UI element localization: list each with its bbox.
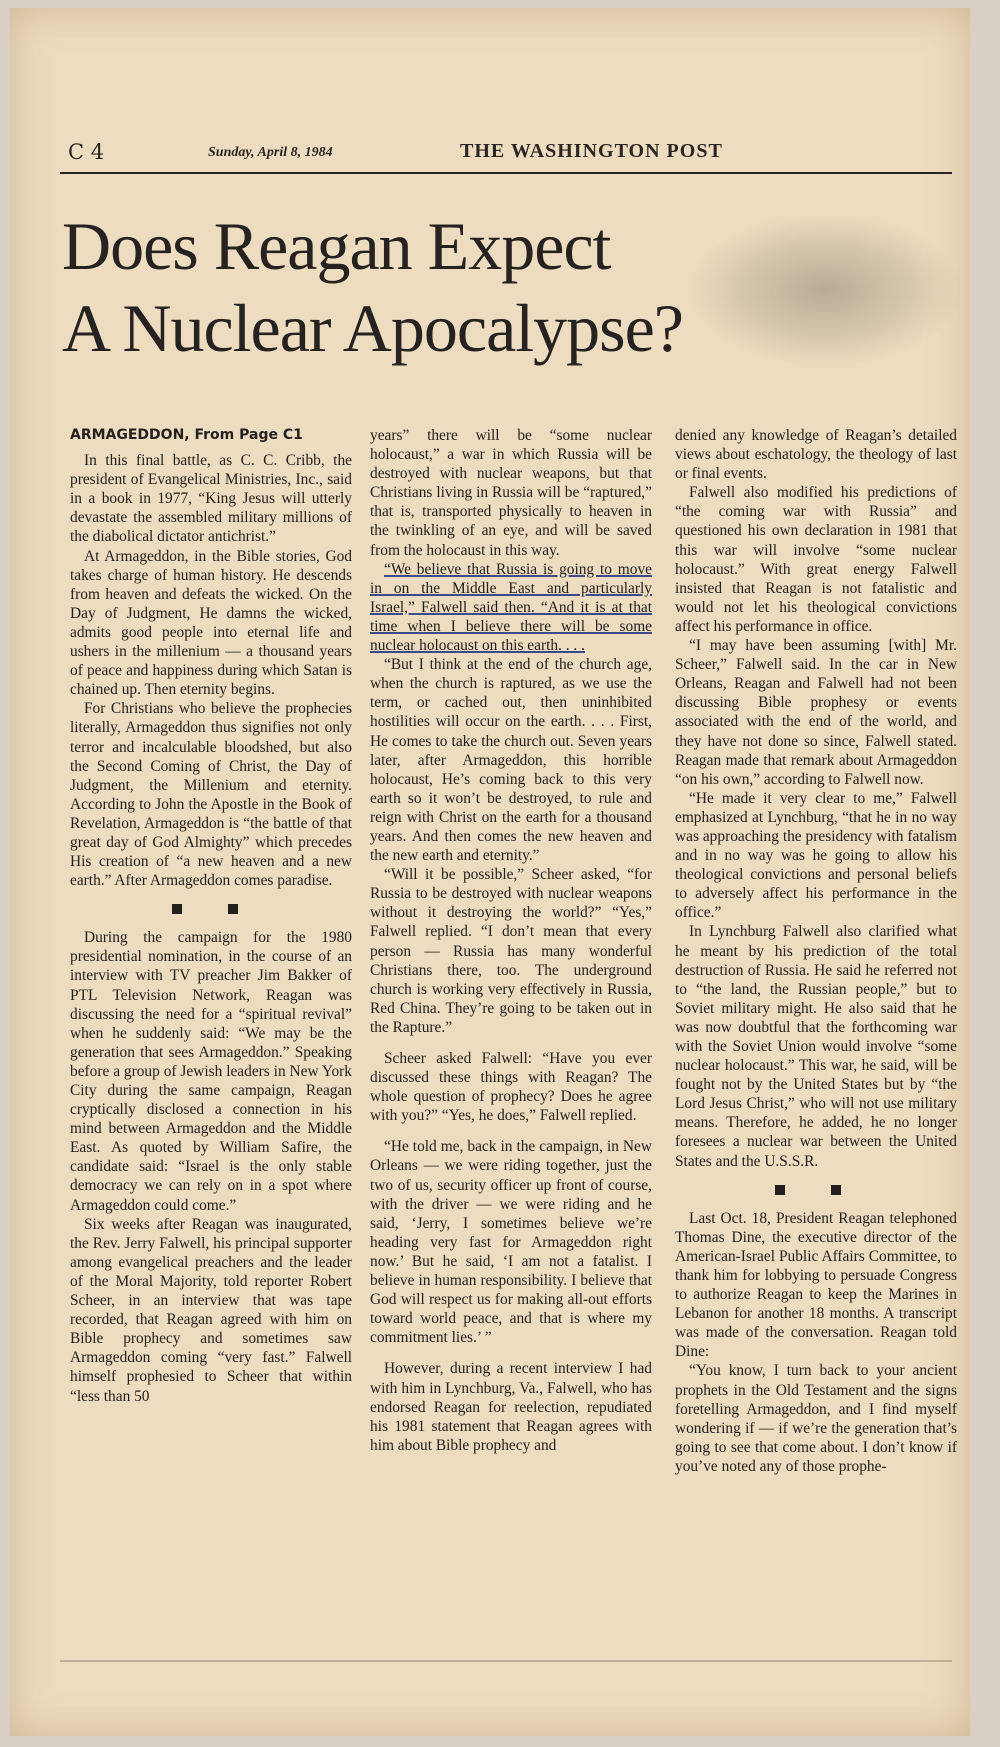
paragraph: Scheer asked Falwell: “Have you ever discussed these things with Reagan? The whole question of prophecy? Does he agree with you?” “Yes, he does,” Falwell replied. — [370, 1050, 652, 1125]
divider-square — [831, 1185, 841, 1195]
paragraph: “Will it be possible,” Scheer asked, “for Russia to be destroyed with nuclear weapons without it destroying the world?” “Yes,” Falwell replied. “I don’t mean that every person — Russia has many wonderful Christians there, too. The underground church is working very effectively in Russia, Red China. They’re going to be taken out in the Rapture.” — [370, 866, 652, 1036]
headline-line-2: A Nuclear Apocalypse? — [62, 290, 683, 366]
article-column-3 — [675, 426, 957, 1661]
masthead — [60, 128, 952, 174]
paragraph: However, during a recent interview I had with him in Lynchburg, Va., Falwell, who has endorsed Reagan for reelection, repudiated his 1981 statement that Reagan agrees with him about Bible prophecy and — [370, 1360, 652, 1454]
section-divider — [70, 890, 352, 928]
paragraph: For Christians who believe the prophecies literally, Armageddon thus signifies not only terror and incalculable bloodshed, but also the Second Coming of Christ, the Day of Judgment, the Millenium and eternity. According to John the Apostle in the Book of Revelation, Armageddon is “the battle of that great day of God Almighty” which precedes His creation of “a new heaven and a new earth.” After Armageddon comes paradise. — [70, 700, 352, 890]
headline — [62, 205, 782, 369]
paragraph: “He told me, back in the campaign, in New Orleans — we were riding together, just the two of us, security officer up front of course, with the driver — we were riding and he said, ‘Jerry, I sometimes believe we’re heading very fast for Armageddon right now.’ But he said, ‘I am not a fatalist. I believe in human responsibility. I believe that God will respect us for making all-out efforts toward world peace, and that is where my commitment lies.’ ” — [370, 1138, 652, 1347]
article-column-2 — [370, 426, 652, 1661]
paragraph: Six weeks after Reagan was inaugurated, the Rev. Jerry Falwell, his principal supporter among evangelical preachers and the leader of the Moral Majority, told reporter Robert Scheer, in an interview that was tape recorded, that Reagan agreed with him on Bible prophecy and sometimes saw Armageddon coming “very fast.” Falwell himself prophesied to Scheer that within “less than 50 — [70, 1215, 352, 1405]
paragraph: In Lynchburg Falwell also clarified what he meant by his prediction of the total destruction of Russia. He said he referred not to “the land, the Russian people,” but to Soviet military might. He also said that he was now doubtful that the forthcoming war with the Soviet Union would involve “some nuclear holocaust.” This war, he said, will be fought not by the United States but by “the Lord Jesus Christ,” who will not use military means. Therefore, he added, he no longer foresees a nuclear war between the United States and the U.S.S.R. — [675, 923, 957, 1170]
edition-date: Sunday, April 8, 1984 — [208, 145, 333, 160]
section-divider — [675, 1171, 957, 1209]
jump-line: ARMAGEDDON, From Page C1 — [70, 427, 303, 443]
divider-square — [228, 904, 238, 914]
divider-square — [775, 1185, 785, 1195]
paragraph: Falwell also modified his predictions of “the coming war with Russia” and questioned his own declaration in 1981 that this war will involve “some nuclear holocaust.” With great energy Falwell insisted that Reagan is not fatalistic and would not let his theological convictions affect his performance in office. — [675, 484, 957, 635]
paragraph: During the campaign for the 1980 presidential nomination, in the course of an interview with TV preacher Jim Bakker of PTL Television Network, Reagan was discussing the need for a “spiritual revival” when he suddenly said: “We may be the generation that sees Armageddon.” Speaking before a group of Jewish leaders in New York City during the same campaign, Reagan cryptically disclosed a connection in his mind between Armageddon and the Middle East. As quoted by William Safire, the candidate said: “Israel is the only stable democracy we can rely on in a spot where Armageddon could come.” — [70, 929, 352, 1214]
paragraph-underlined: “We believe that Russia is going to move in on the Middle East and particularly Israel,” Falwell said then. “And it is at that time when I believe there will be some nuclear holocaust on this earth. . . . — [370, 560, 652, 655]
paragraph: “But I think at the end of the church age, when the church is raptured, as we use the term, or cached out, then uninhibited hostilities will occur on the earth. . . . First, He comes to take the church out. Seven years later, after Armageddon, this horrible holocaust, He’s coming back to this very earth so it won’t be destroyed, to rule and reign with Christ on the earth for a thousand years. And then comes the new heaven and the new earth and eternity.” — [370, 656, 652, 865]
paragraph: denied any knowledge of Reagan’s detailed views about eschatology, the theology of last or final events. — [675, 427, 957, 483]
article-column-1 — [70, 426, 352, 1661]
paragraph: In this final battle, as C. C. Cribb, the president of Evangelical Ministries, Inc., said in a book in 1977, “King Jesus will utterly devastate the assembled military millions of the diabolical dictator antichrist.” — [70, 452, 352, 546]
paragraph: years” there will be “some nuclear holocaust,” a war in which Russia will be destroyed with nuclear weapons, but that Christians living in Russia will be “raptured,” that is, transported physically to heaven in the twinkling of an eye, and will be saved from the holocaust in this way. — [370, 427, 652, 559]
paragraph: At Armageddon, in the Bible stories, God takes charge of human history. He descends from heaven and defeats the wicked. On the Day of Judgment, He damns the wicked, admits good people into eternal life and ushers in the millenium — a thousand years of peace and happiness during which Satan is chained up. Then eternity begins. — [70, 547, 352, 699]
newspaper-name: THE WASHINGTON POST — [460, 140, 723, 162]
paragraph: Last Oct. 18, President Reagan telephoned Thomas Dine, the executive director of the American-Israel Public Affairs Committee, to thank him for lobbying to persuade Congress to authorize Reagan to keep the Marines in Lebanon for another 18 months. A transcript was made of the conversation. Reagan told Dine: — [675, 1209, 957, 1361]
headline-line-1: Does Reagan Expect — [62, 208, 611, 284]
paragraph: “I may have been assuming [with] Mr. Scheer,” Falwell said. In the car in New Orleans, Reagan and Falwell had not been discussing Bible prophesy or events associated with the end of the world, and they have not done so since, Falwell stated. Reagan made that remark about Armageddon “on his own,” according to Falwell now. — [675, 637, 957, 788]
page-number: C 4 — [68, 140, 105, 164]
paragraph: “You know, I turn back to your ancient prophets in the Old Testament and the signs foretelling Armageddon, and I find myself wondering if — if we’re the generation that’s going to see that come about. I don’t know if you’ve noted any of those prophe- — [675, 1362, 957, 1475]
divider-square — [172, 904, 182, 914]
paragraph: “He made it very clear to me,” Falwell emphasized at Lynchburg, “that he in no way was approaching the presidency with fatalism and in no way was he going to allow his theological convictions and personal beliefs to adversely affect his performance in the office.” — [675, 789, 957, 922]
bottom-rule — [60, 1660, 952, 1662]
